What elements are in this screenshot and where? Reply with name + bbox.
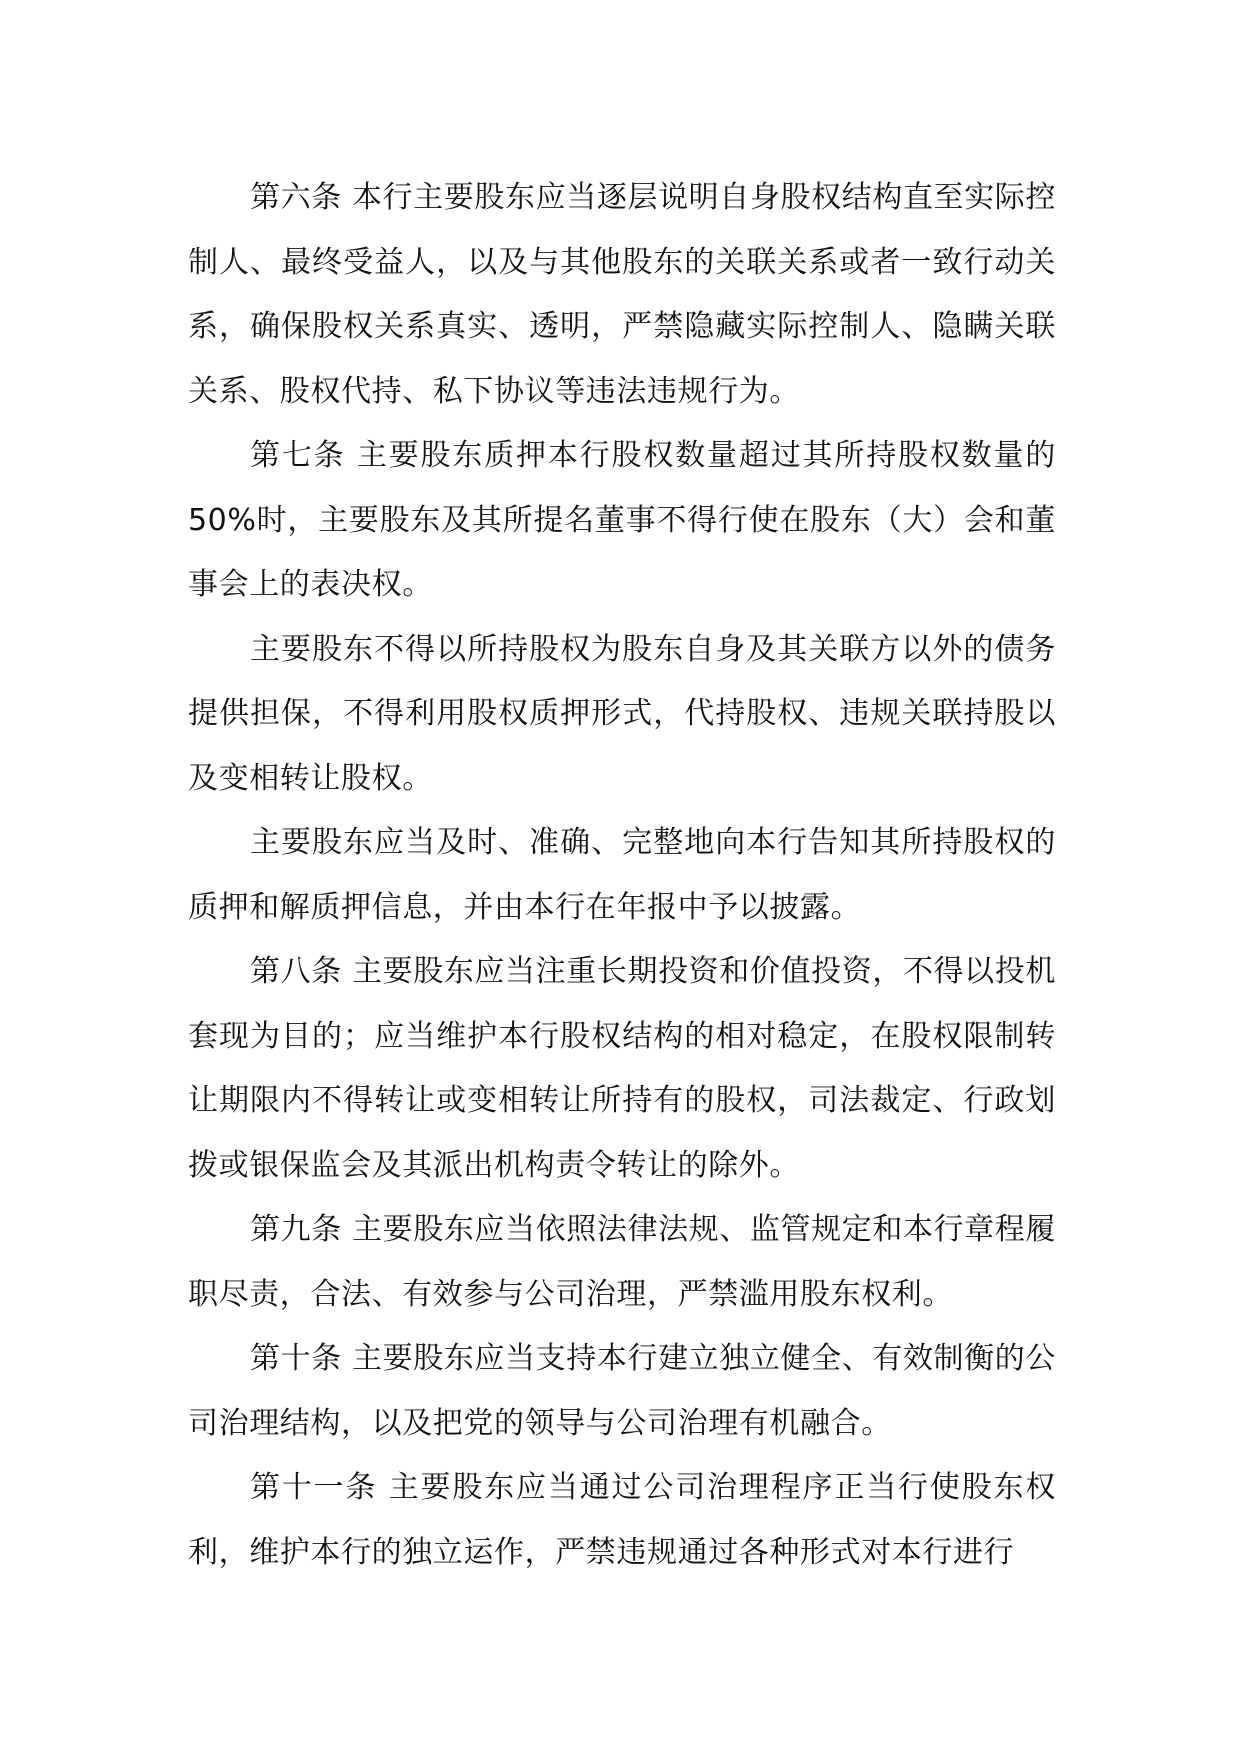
article-9-paragraph: 第九条 主要股东应当依照法律法规、监管规定和本行章程履职尽责，合法、有效参与公司治理，严禁滥用股东权利。 — [188, 1212, 1056, 1312]
article-7-disclosure-paragraph: 主要股东应当及时、准确、完整地向本行告知其所持股权的质押和解质押信息，并由本行在年报中予以披露。 — [188, 825, 1056, 925]
article-10-paragraph: 第十条 主要股东应当支持本行建立独立健全、有效制衡的公司治理结构，以及把党的领导与公司治理有机融合。 — [188, 1341, 1056, 1441]
article-6-paragraph: 第六条 本行主要股东应当逐层说明自身股权结构直至实际控制人、最终受益人，以及与其他股东的关联关系或者一致行动关系，确保股权关系真实、透明，严禁隐藏实际控制人、隐瞒关联关系、股权代持、私下协议等违法违规行为。 — [188, 180, 1056, 409]
article-8-paragraph: 第八条 主要股东应当注重长期投资和价值投资，不得以投机套现为目的；应当维护本行股权结构的相对稳定，在股权限制转让期限内不得转让或变相转让所持有的股权，司法裁定、行政划拨或银保监会及其派出机构责令转让的除外。 — [188, 954, 1056, 1183]
article-7-paragraph: 第七条 主要股东质押本行股权数量超过其所持股权数量的50%时，主要股东及其所提名董事不得行使在股东（大）会和董事会上的表决权。 — [188, 438, 1056, 602]
article-7-pledge-guarantee-paragraph: 主要股东不得以所持股权为股东自身及其关联方以外的债务提供担保，不得利用股权质押形式，代持股权、违规关联持股以及变相转让股权。 — [188, 631, 1056, 796]
document-body — [188, 166, 1056, 1585]
article-11-paragraph: 第十一条 主要股东应当通过公司治理程序正当行使股东权利，维护本行的独立运作，严禁违规通过各种形式对本行进行 — [188, 1470, 1056, 1570]
